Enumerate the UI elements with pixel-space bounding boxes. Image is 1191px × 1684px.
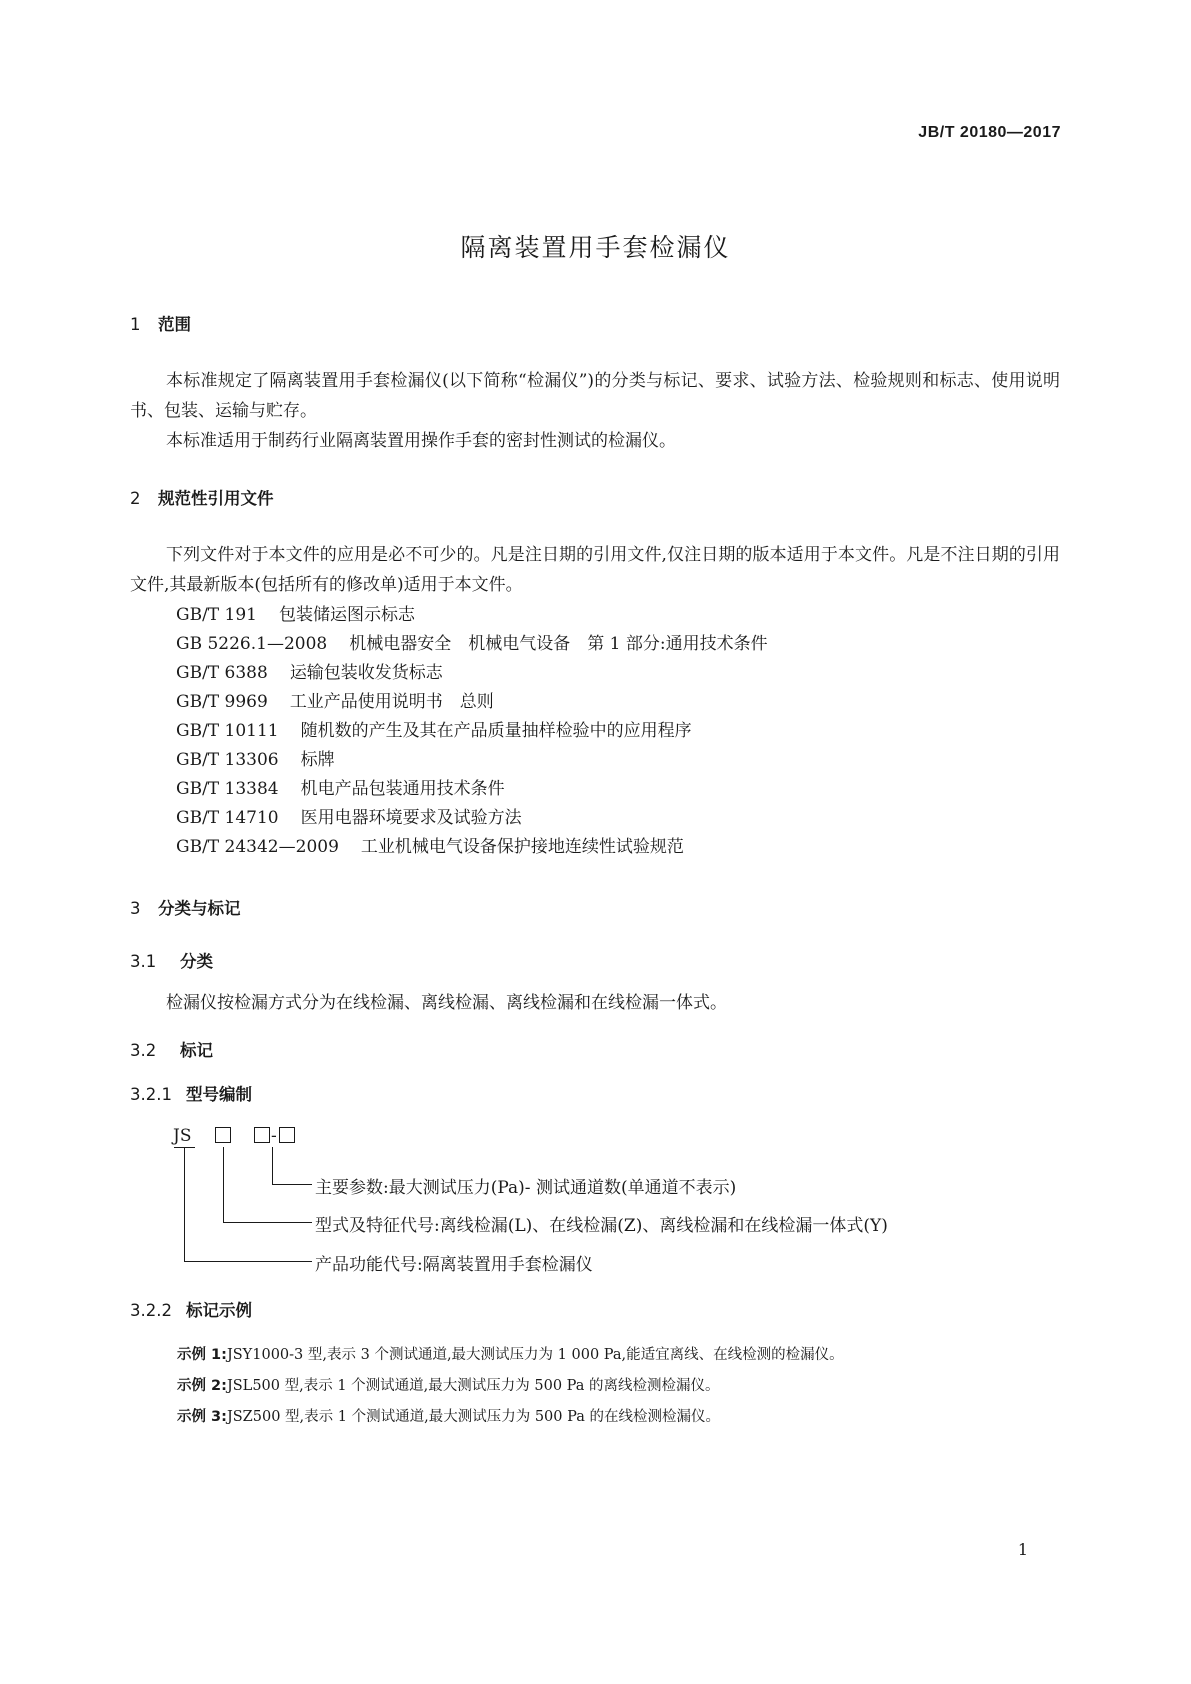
section-title: 型号编制 <box>186 1085 252 1104</box>
reference-item <box>176 687 494 717</box>
reference-code: GB/T 13306 <box>176 750 279 770</box>
diagram-label-main-params: 主要参数:最大测试压力(Pa)- 测试通道数(单通道不表示) <box>315 1178 737 1198</box>
section-number: 3.2.2 <box>130 1301 172 1320</box>
connector-line <box>184 1148 185 1261</box>
reference-code: GB/T 10111 <box>176 721 279 741</box>
document-title: 隔离装置用手套检漏仪 <box>460 233 731 262</box>
marking-example <box>177 1374 720 1395</box>
section-number: 3.2 <box>130 1041 157 1060</box>
reference-title: 随机数的产生及其在产品质量抽样检验中的应用程序 <box>300 721 692 741</box>
diagram-prefix: JS <box>173 1126 192 1146</box>
example-label: 示例 3: <box>177 1409 227 1425</box>
reference-title: 机械电器安全 机械电气设备 第 1 部分:通用技术条件 <box>349 634 768 654</box>
reference-code: GB/T 13384 <box>176 779 279 799</box>
example-text: JSL500 型,表示 1 个测试通道,最大测试压力为 500 Pa 的离线检测检漏仪。 <box>226 1378 720 1394</box>
section-title: 分类与标记 <box>158 899 241 918</box>
reference-item <box>176 832 684 862</box>
section-2-heading <box>130 485 274 509</box>
reference-item <box>176 803 522 833</box>
section-1-paragraph-2: 本标准适用于制药行业隔离装置用操作手套的密封性测试的检漏仪。 <box>166 431 676 451</box>
reference-title: 医用电器环境要求及试验方法 <box>300 808 522 828</box>
section-title: 范围 <box>158 315 191 334</box>
section-title: 分类 <box>180 952 213 971</box>
reference-code: GB/T 24342—2009 <box>176 837 339 857</box>
reference-code: GB/T 9969 <box>176 692 268 712</box>
section-title: 标记 <box>180 1041 213 1060</box>
marking-example <box>177 1343 844 1364</box>
param-box-1 <box>254 1127 270 1143</box>
reference-item <box>176 658 443 688</box>
reference-item <box>176 716 692 746</box>
reference-code: GB/T 6388 <box>176 663 268 683</box>
connector-line <box>223 1147 224 1222</box>
reference-code: GB/T 14710 <box>176 808 279 828</box>
diagram-dash: - <box>271 1126 277 1146</box>
connector-line <box>272 1147 273 1184</box>
section-1-heading <box>130 311 191 335</box>
section-3-1-heading <box>130 948 213 972</box>
example-text: JSY1000-3 型,表示 3 个测试通道,最大测试压力为 1 000 Pa,能适宜离线、在线检测的检漏仪。 <box>226 1347 844 1363</box>
section-title: 规范性引用文件 <box>158 489 274 508</box>
reference-title: 工业机械电气设备保护接地连续性试验规范 <box>360 837 684 857</box>
section-number: 1 <box>130 315 141 334</box>
section-3-2-1-heading <box>130 1081 252 1105</box>
reference-title: 包装储运图示标志 <box>279 605 415 625</box>
reference-item <box>176 774 505 804</box>
section-1-paragraph-1: 本标准规定了隔离装置用手套检漏仪(以下简称“检漏仪”)的分类与标记、要求、试验方法、检验规则和标志、使用说明书、包装、运输与贮存。 <box>130 371 1060 421</box>
example-text: JSZ500 型,表示 1 个测试通道,最大测试压力为 500 Pa 的在线检测检漏仪。 <box>226 1409 720 1425</box>
example-label: 示例 1: <box>177 1347 227 1363</box>
diagram-label-type-code: 型式及特征代号:离线检漏(L)、在线检漏(Z)、离线检漏和在线检漏一体式(Y) <box>315 1216 888 1236</box>
reference-code: GB/T 191 <box>176 605 257 625</box>
reference-item <box>176 600 415 630</box>
section-number: 3.1 <box>130 952 157 971</box>
section-number: 3.2.1 <box>130 1085 172 1104</box>
connector-line <box>184 1261 312 1262</box>
reference-item <box>176 629 768 659</box>
reference-title: 运输包装收发货标志 <box>289 663 443 683</box>
connector-line <box>223 1222 312 1223</box>
reference-title: 标牌 <box>300 750 335 770</box>
page-number: 1 <box>1017 1540 1028 1559</box>
section-3-2-2-heading <box>130 1297 252 1321</box>
reference-code: GB 5226.1—2008 <box>176 634 328 654</box>
standard-code: JB/T 20180—2017 <box>918 124 1061 141</box>
marking-example <box>177 1405 720 1426</box>
type-code-box <box>215 1127 231 1143</box>
section-3-2-heading <box>130 1037 213 1061</box>
diagram-label-function-code: 产品功能代号:隔离装置用手套检漏仪 <box>315 1255 593 1275</box>
reference-title: 机电产品包装通用技术条件 <box>300 779 505 799</box>
section-3-1-paragraph: 检漏仪按检漏方式分为在线检漏、离线检漏、离线检漏和在线检漏一体式。 <box>166 993 727 1013</box>
section-3-heading <box>130 895 241 919</box>
example-label: 示例 2: <box>177 1378 227 1394</box>
reference-item <box>176 745 335 775</box>
param-box-2 <box>279 1127 295 1143</box>
section-number: 3 <box>130 899 141 918</box>
section-title: 标记示例 <box>186 1301 252 1320</box>
reference-title: 工业产品使用说明书 总则 <box>289 692 494 712</box>
section-number: 2 <box>130 489 141 508</box>
prefix-underline <box>174 1147 195 1148</box>
section-2-intro: 下列文件对于本文件的应用是必不可少的。凡是注日期的引用文件,仅注日期的版本适用于本文件。凡是不注日期的引用文件,其最新版本(包括所有的修改单)适用于本文件。 <box>130 545 1060 595</box>
connector-line <box>272 1184 312 1185</box>
